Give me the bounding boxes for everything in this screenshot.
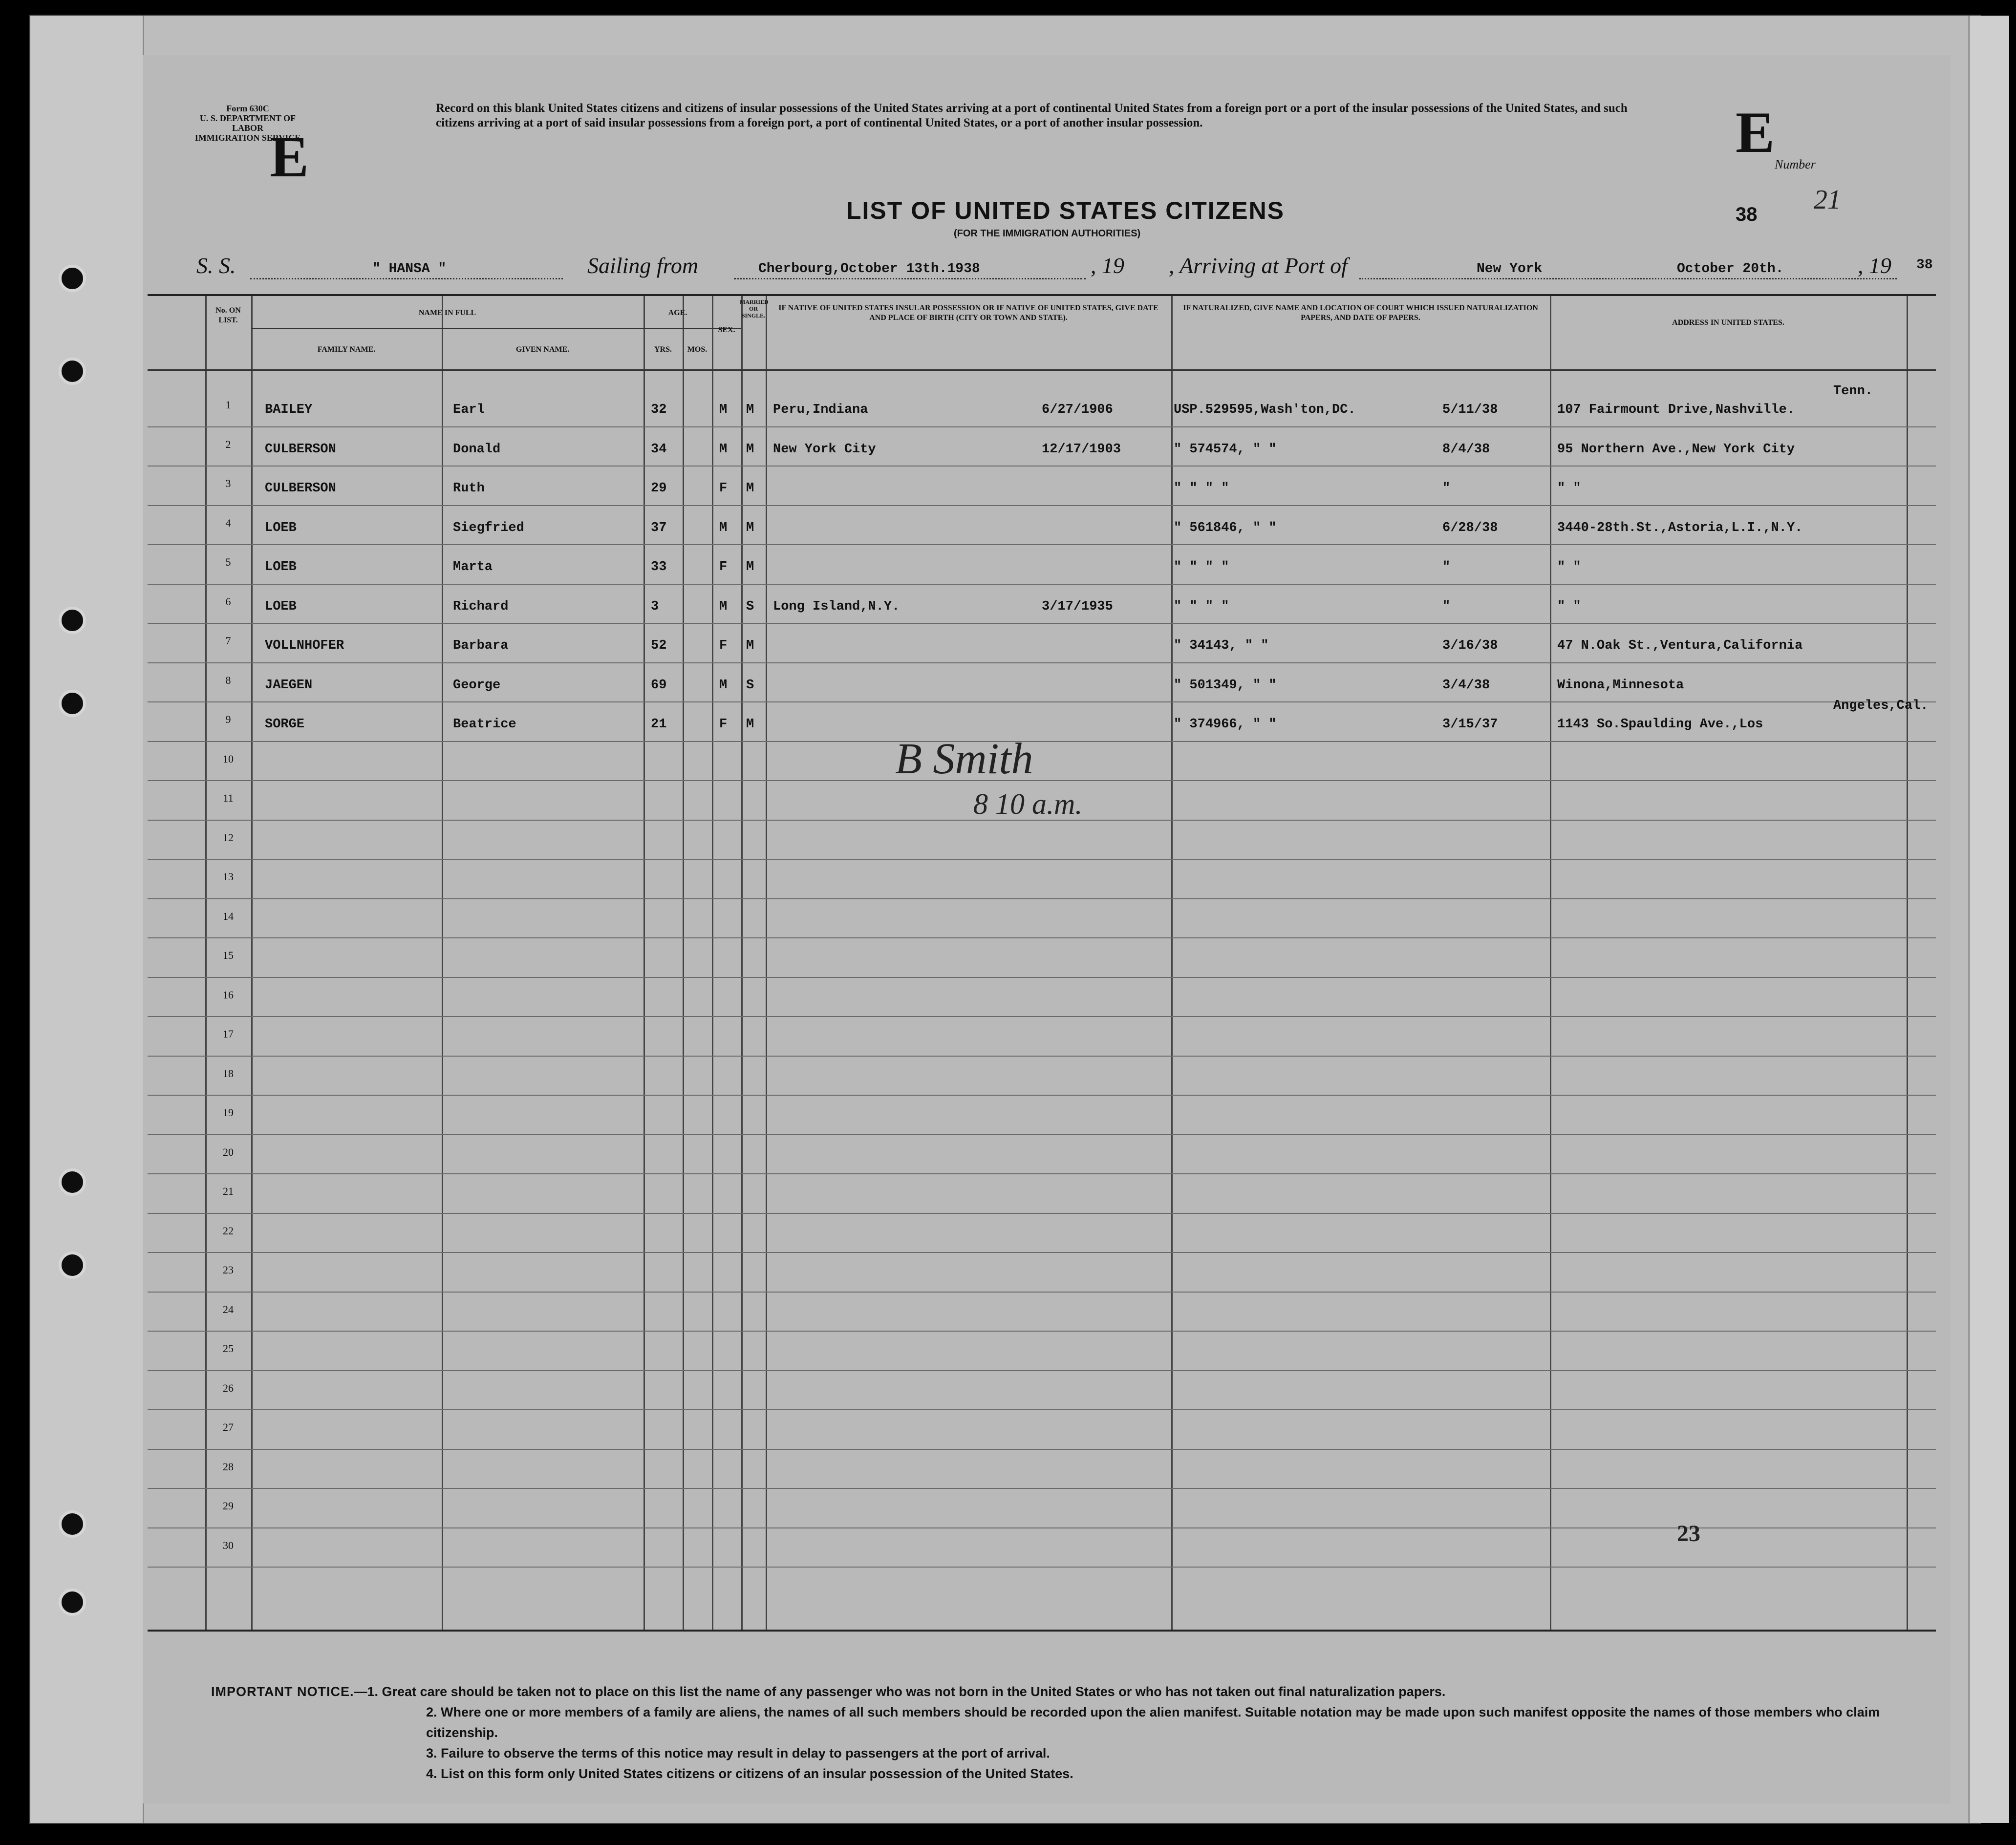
naturalization-date-cell: 3/4/38 <box>1442 678 1490 693</box>
row-number: 29 <box>223 1500 234 1512</box>
header-age: AGE. <box>668 309 687 317</box>
row-line <box>148 1370 1936 1371</box>
year-label: , 19 <box>1858 253 1891 278</box>
address-cell: " " <box>1557 481 1581 496</box>
row-line <box>148 662 1936 663</box>
letter-e-right: E <box>1736 100 1775 165</box>
family-name-cell: VOLLNHOFER <box>265 638 344 653</box>
address-cell: Winona,Minnesota <box>1557 678 1684 693</box>
row-line <box>148 1488 1936 1489</box>
naturalization-court-cell: " " " " <box>1174 560 1229 574</box>
notice-item-4: 4. List on this form only United States citizens or citizens of an insular possession of the United States. <box>426 1766 1073 1781</box>
arriving-label: , Arriving at Port of <box>1169 253 1348 278</box>
punch-hole <box>59 358 86 385</box>
row-number: 23 <box>223 1264 234 1276</box>
sex-cell: F <box>719 717 728 732</box>
family-name-cell: BAILEY <box>265 403 313 417</box>
passenger-table <box>148 294 1936 1632</box>
row-line <box>148 741 1936 742</box>
row-line <box>148 584 1936 585</box>
punch-hole <box>59 1589 86 1616</box>
number-label: Number <box>1775 157 1816 171</box>
naturalization-date-cell: 3/16/38 <box>1442 638 1498 653</box>
handwritten-number: 21 <box>1814 185 1841 215</box>
handwritten-signature: B Smith <box>895 735 1033 783</box>
row-number: 15 <box>223 949 234 961</box>
voyage-line <box>196 253 1931 287</box>
family-name-cell: SORGE <box>265 717 305 732</box>
birth-date-cell: 3/17/1935 <box>1042 599 1113 614</box>
given-name-cell: Barbara <box>453 638 509 653</box>
sex-cell: F <box>719 638 728 653</box>
row-line <box>148 898 1936 899</box>
header-married-or-single: MARRIED OR SINGLE. <box>740 298 769 319</box>
row-number: 21 <box>223 1185 234 1197</box>
header-naturalized: IF NATURALIZED, GIVE NAME AND LOCATION OF COURT WHICH ISSUED NATURALIZATION PAPERS, AND DATE OF PAPERS. <box>1183 304 1538 322</box>
family-name-cell: CULBERSON <box>265 481 336 496</box>
row-line <box>148 1331 1936 1332</box>
naturalization-court-cell: " " " " <box>1174 481 1229 496</box>
row-number: 5 <box>225 556 231 568</box>
row-number: 9 <box>225 713 231 725</box>
naturalization-date-cell: " <box>1442 560 1451 574</box>
header-mos: MOS. <box>687 345 708 354</box>
manifest-page <box>29 15 1981 1824</box>
sex-cell: F <box>719 560 728 574</box>
row-number: 7 <box>225 635 231 647</box>
marital-status-cell: M <box>746 403 754 417</box>
address-cell: 47 N.Oak St.,Ventura,California <box>1557 638 1803 653</box>
address-cell: 1143 So.Spaulding Ave.,Los <box>1557 717 1763 732</box>
row-line <box>148 1292 1936 1293</box>
family-name-cell: LOEB <box>265 599 297 614</box>
year-value: 38 <box>1916 257 1933 273</box>
address-cell: 3440-28th.St.,Astoria,L.I.,N.Y. <box>1557 520 1803 535</box>
service: IMMIGRATION SERVICE <box>194 133 301 143</box>
row-number: 30 <box>223 1539 234 1551</box>
form-title: LIST OF UNITED STATES CITIZENS <box>846 197 1285 224</box>
row-number: 28 <box>223 1460 234 1473</box>
punch-hole <box>59 690 86 717</box>
marital-status-cell: M <box>746 717 754 732</box>
given-name-cell: Earl <box>453 403 485 417</box>
given-name-cell: Ruth <box>453 481 485 496</box>
marital-status-cell: M <box>746 481 754 496</box>
row-number: 26 <box>223 1381 234 1394</box>
sailing-from-value: Cherbourg,October 13th.1938 <box>758 261 980 276</box>
age-years-cell: 69 <box>651 678 667 693</box>
header-yrs: YRS. <box>654 345 672 354</box>
row-line <box>148 544 1936 545</box>
punch-hole <box>59 1168 86 1196</box>
address-cell: " " <box>1557 560 1581 574</box>
header-birth: IF NATIVE OF UNITED STATES INSULAR POSSESSION OR IF NATIVE OF UNITED STATES, GIVE DATE AND PLACE OF BIRTH (CITY OR TOWN AND STATE). <box>778 304 1158 322</box>
sex-cell: F <box>719 481 728 496</box>
row-number: 19 <box>223 1106 234 1119</box>
row-line <box>148 623 1936 624</box>
department: U. S. DEPARTMENT OF LABOR <box>199 113 296 133</box>
header-address: ADDRESS IN UNITED STATES. <box>1672 318 1784 327</box>
naturalization-date-cell: 6/28/38 <box>1442 520 1498 535</box>
list-number: 38 <box>1736 204 1758 225</box>
family-name-cell: LOEB <box>265 560 297 574</box>
naturalization-court-cell: " " " " <box>1174 599 1229 614</box>
age-years-cell: 33 <box>651 560 667 574</box>
instruction-text: Record on this blank United States citizens and citizens of insular possessions of the United States arriving at a port of continental United States from a foreign port or a port of the insular possessions of the United States, and such citizens arriving at a port of said insular possessions from a foreign port, a port of continental United States, or a port of another insular possession. <box>436 102 1628 129</box>
header-name-in-full: NAME IN FULL <box>418 309 476 317</box>
age-years-cell: 32 <box>651 403 667 417</box>
marital-status-cell: M <box>746 442 754 457</box>
sex-cell: M <box>719 442 728 457</box>
naturalization-date-cell: " <box>1442 599 1451 614</box>
ss-label: S. S. <box>196 253 236 278</box>
age-years-cell: 29 <box>651 481 667 496</box>
row-line <box>148 937 1936 938</box>
marital-status-cell: S <box>746 678 754 693</box>
row-number: 10 <box>223 752 234 765</box>
form-subtitle: (FOR THE IMMIGRATION AUTHORITIES) <box>954 228 1141 239</box>
row-line <box>148 466 1936 467</box>
punch-hole <box>59 1510 86 1538</box>
row-number: 3 <box>225 477 231 489</box>
arrival-date: October 20th. <box>1677 261 1784 276</box>
row-line <box>148 780 1936 781</box>
age-years-cell: 21 <box>651 717 667 732</box>
header-family-name: FAMILY NAME. <box>317 345 376 354</box>
row-line <box>148 505 1936 506</box>
punch-hole <box>59 265 86 292</box>
birth-date-cell: 6/27/1906 <box>1042 403 1113 417</box>
letter-e-left: E <box>270 124 309 189</box>
row-number: 20 <box>223 1145 234 1158</box>
row-number: 8 <box>225 674 231 686</box>
binding-strip <box>30 16 144 1823</box>
birth-place-cell: Long Island,N.Y. <box>773 599 900 614</box>
row-line <box>148 701 1936 702</box>
age-years-cell: 3 <box>651 599 659 614</box>
row-number: 22 <box>223 1224 234 1237</box>
address-cell: 107 Fairmount Drive,Nashville. <box>1557 403 1795 417</box>
age-years-cell: 37 <box>651 520 667 535</box>
row-line <box>148 1449 1936 1450</box>
row-number: 27 <box>223 1421 234 1433</box>
naturalization-date-cell: " <box>1442 481 1451 496</box>
marital-status-cell: M <box>746 638 754 653</box>
sex-cell: M <box>719 678 728 693</box>
sex-cell: M <box>719 403 728 417</box>
punch-hole <box>59 607 86 634</box>
marital-status-cell: M <box>746 520 754 535</box>
address-continuation-cell: Angeles,Cal. <box>1833 699 1929 713</box>
naturalization-date-cell: 3/15/37 <box>1442 717 1498 732</box>
given-name-cell: Siegfried <box>453 520 524 535</box>
year-prefix: , 19 <box>1091 253 1124 278</box>
sex-cell: M <box>719 599 728 614</box>
handwritten-time-note: 8 10 a.m. <box>973 788 1083 820</box>
birth-place-cell: New York City <box>773 442 876 457</box>
address-cell: 95 Northern Ave.,New York City <box>1557 442 1795 457</box>
birth-date-cell: 12/17/1903 <box>1042 442 1121 457</box>
important-notice <box>211 1681 1897 1784</box>
row-number: 6 <box>225 595 231 608</box>
header-given-name: GIVEN NAME. <box>515 345 570 354</box>
address-continuation-cell: Tenn. <box>1833 384 1873 399</box>
row-number: 11 <box>223 792 234 804</box>
ship-name: " HANSA " <box>372 261 447 276</box>
row-line <box>148 1134 1936 1135</box>
row-number: 25 <box>223 1342 234 1355</box>
naturalization-date-cell: 8/4/38 <box>1442 442 1490 457</box>
row-line <box>148 1056 1936 1057</box>
naturalization-court-cell: " 374966, " " <box>1174 717 1277 732</box>
row-number: 2 <box>225 438 231 450</box>
row-line <box>148 1567 1936 1568</box>
family-name-cell: JAEGEN <box>265 678 313 693</box>
row-number: 12 <box>223 831 234 844</box>
row-line <box>148 1409 1936 1410</box>
naturalization-court-cell: " 34143, " " <box>1174 638 1269 653</box>
row-number: 4 <box>225 516 231 529</box>
birth-place-cell: Peru,Indiana <box>773 403 868 417</box>
age-years-cell: 52 <box>651 638 667 653</box>
row-number: 24 <box>223 1303 234 1315</box>
row-number: 17 <box>223 1028 234 1040</box>
age-years-cell: 34 <box>651 442 667 457</box>
row-line <box>148 1252 1936 1253</box>
family-name-cell: CULBERSON <box>265 442 336 457</box>
punch-hole <box>59 1251 86 1279</box>
row-line <box>148 1095 1936 1096</box>
row-line <box>148 859 1936 860</box>
given-name-cell: Richard <box>453 599 509 614</box>
address-cell: " " <box>1557 599 1581 614</box>
row-line <box>148 1016 1936 1017</box>
notice-item-2: 2. Where one or more members of a family are aliens, the names of all such members should be recorded upon the alien manifest. Suitable notation may be made upon such manifest opposite the names of those members who claim citizenship. <box>426 1705 1880 1740</box>
notice-item-3: 3. Failure to observe the terms of this notice may result in delay to passengers at the port of arrival. <box>426 1746 1050 1760</box>
sailing-label: Sailing from <box>587 253 699 278</box>
naturalization-court-cell: USP.529595,Wash'ton,DC. <box>1174 403 1356 417</box>
row-line <box>148 1213 1936 1214</box>
marital-status-cell: M <box>746 560 754 574</box>
notice-item-1: —1. Great care should be taken not to place on this list the name of any passenger who was not born in the United States or who has not taken out final naturalization papers. <box>354 1684 1446 1699</box>
row-line <box>148 1173 1936 1174</box>
row-number: 13 <box>223 870 234 883</box>
header-no-on-list: No. ON LIST. <box>215 306 241 324</box>
citizen-list-form <box>143 55 1951 1803</box>
naturalization-date-cell: 5/11/38 <box>1442 403 1498 417</box>
form-id: Form 630C <box>226 104 269 113</box>
header-sex: SEX. <box>718 326 735 334</box>
row-line <box>148 426 1936 427</box>
row-number: 16 <box>223 988 234 1001</box>
row-number: 1 <box>225 399 231 411</box>
sex-cell: M <box>719 520 728 535</box>
marital-status-cell: S <box>746 599 754 614</box>
stacked-page-edges <box>1968 16 2009 1823</box>
family-name-cell: LOEB <box>265 520 297 535</box>
row-number: 18 <box>223 1067 234 1080</box>
row-line <box>148 1527 1936 1528</box>
given-name-cell: Marta <box>453 560 493 574</box>
naturalization-court-cell: " 561846, " " <box>1174 520 1277 535</box>
row-line <box>148 977 1936 978</box>
given-name-cell: Beatrice <box>453 717 516 732</box>
given-name-cell: George <box>453 678 501 693</box>
arrival-port: New York <box>1477 261 1543 276</box>
page-number: 23 <box>1677 1521 1700 1547</box>
given-name-cell: Donald <box>453 442 501 457</box>
notice-lead: IMPORTANT NOTICE. <box>211 1684 354 1699</box>
naturalization-court-cell: " 574574, " " <box>1174 442 1277 457</box>
row-number: 14 <box>223 910 234 922</box>
naturalization-court-cell: " 501349, " " <box>1174 678 1277 693</box>
